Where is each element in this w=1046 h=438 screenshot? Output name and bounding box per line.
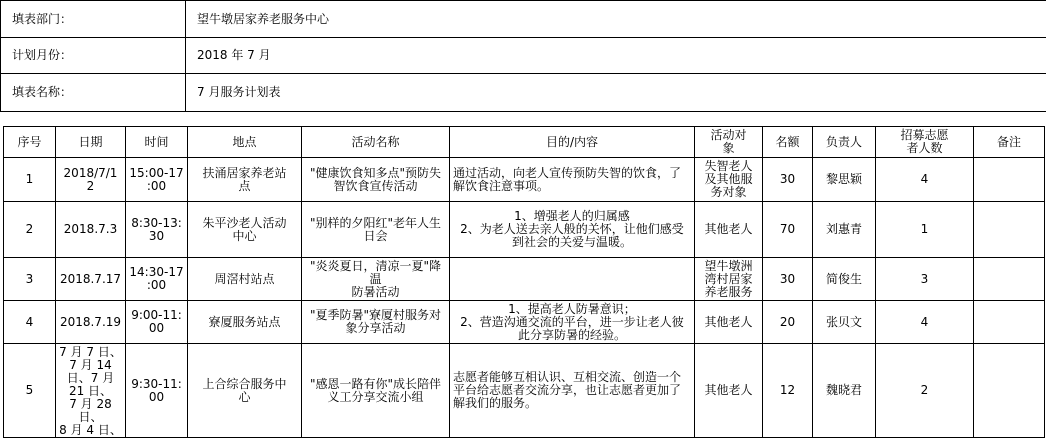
month-value: 2018 年 7 月 <box>186 38 1046 74</box>
row-activity: "夏季防暑"寮厦村服务对 象分享活动 <box>302 301 450 344</box>
row-volunteers: 1 <box>876 202 974 258</box>
header-place: 地点 <box>188 127 302 158</box>
row-no: 2 <box>4 202 56 258</box>
header-leader: 负责人 <box>813 127 876 158</box>
header-quota: 名额 <box>763 127 813 158</box>
row-place: 寮厦服务站点 <box>188 301 302 344</box>
row-activity: "炎炎夏日，清凉一夏"降温 防暑活动 <box>302 258 450 301</box>
row-quota: 12 <box>763 344 813 438</box>
row-note <box>974 344 1045 438</box>
row-quota: 30 <box>763 158 813 202</box>
info-row-department <box>1 1 1046 38</box>
row-date: 2018/7/1 2 <box>56 158 126 202</box>
header-time: 时间 <box>126 127 188 158</box>
row-leader: 简俊生 <box>813 258 876 301</box>
table-row <box>4 158 1045 202</box>
row-time: 9:00-11: 00 <box>126 301 188 344</box>
row-leader: 刘惠青 <box>813 202 876 258</box>
header-note: 备注 <box>974 127 1045 158</box>
row-note <box>974 158 1045 202</box>
row-activity: "别样的夕阳红"老年人生 日会 <box>302 202 450 258</box>
form-name-value: 7 月服务计划表 <box>186 74 1046 112</box>
info-row-form-name <box>1 74 1046 112</box>
department-value: 望牛墩居家养老服务中心 <box>186 1 1046 38</box>
row-place: 周滘村站点 <box>188 258 302 301</box>
row-content: 志愿者能够互相认识、互相交流、创造一个 平台给志愿者交流分享，也让志愿者更加了 解我们的服务。 <box>450 344 695 438</box>
row-target: 望牛墩洲 湾村居家 养老服务 <box>695 258 763 301</box>
row-content: 通过活动，向老人宣传预防失智的饮食，了 解饮食注意事项。 <box>450 158 695 202</box>
row-time: 14:30-17 :00 <box>126 258 188 301</box>
header-content: 目的/内容 <box>450 127 695 158</box>
form-name-label: 填表名称： <box>1 74 186 112</box>
row-date: 2018.7.3 <box>56 202 126 258</box>
row-leader: 黎思颖 <box>813 158 876 202</box>
header-target: 活动对 象 <box>695 127 763 158</box>
row-time: 15:00-17 :00 <box>126 158 188 202</box>
row-volunteers: 3 <box>876 258 974 301</box>
row-target: 其他老人 <box>695 202 763 258</box>
info-row-month <box>1 38 1046 74</box>
table-header-row <box>4 127 1045 158</box>
row-target: 失智老人 及其他服 务对象 <box>695 158 763 202</box>
row-no: 1 <box>4 158 56 202</box>
info-table <box>0 0 1046 112</box>
table-row <box>4 258 1045 301</box>
header-volunteers: 招募志愿 者人数 <box>876 127 974 158</box>
row-leader: 魏晓君 <box>813 344 876 438</box>
table-row <box>4 202 1045 258</box>
header-date: 日期 <box>56 127 126 158</box>
row-date: 2018.7.19 <box>56 301 126 344</box>
row-no: 4 <box>4 301 56 344</box>
row-volunteers: 4 <box>876 301 974 344</box>
month-label: 计划月份： <box>1 38 186 74</box>
row-place: 朱平沙老人活动 中心 <box>188 202 302 258</box>
row-activity: "健康饮食知多点"预防失 智饮食宣传活动 <box>302 158 450 202</box>
row-target: 其他老人 <box>695 344 763 438</box>
row-content: 1、增强老人的归属感 2、为老人送去亲人般的关怀，让他们感受 到社会的关爱与温暖。 <box>450 202 695 258</box>
row-activity: "感恩一路有你"成长陪伴 义工分享交流小组 <box>302 344 450 438</box>
row-volunteers: 4 <box>876 158 974 202</box>
row-quota: 20 <box>763 301 813 344</box>
row-content <box>450 258 695 301</box>
table-row <box>4 301 1045 344</box>
row-note <box>974 301 1045 344</box>
row-no: 3 <box>4 258 56 301</box>
row-target: 其他老人 <box>695 301 763 344</box>
row-time: 9:30-11: 00 <box>126 344 188 438</box>
row-no: 5 <box>4 344 56 438</box>
row-content: 1、提高老人防暑意识； 2、营造沟通交流的平台，进一步让老人彼 此分享防暑的经验。 <box>450 301 695 344</box>
row-note <box>974 258 1045 301</box>
header-activity: 活动名称 <box>302 127 450 158</box>
header-no: 序号 <box>4 127 56 158</box>
row-date: 2018.7.17 <box>56 258 126 301</box>
row-leader: 张贝文 <box>813 301 876 344</box>
row-quota: 30 <box>763 258 813 301</box>
row-time: 8:30-13: 30 <box>126 202 188 258</box>
table-row <box>4 344 1045 438</box>
row-place: 扶涌居家养老站 点 <box>188 158 302 202</box>
service-plan-table <box>3 126 1045 438</box>
department-label: 填表部门： <box>1 1 186 38</box>
row-date: 7 月 7 日、 7 月 14 日、7 月 21 日、 7 月 28 日、 8 月 4 日、 <box>56 344 126 438</box>
row-volunteers: 2 <box>876 344 974 438</box>
row-quota: 70 <box>763 202 813 258</box>
row-place: 上合综合服务中 心 <box>188 344 302 438</box>
row-note <box>974 202 1045 258</box>
